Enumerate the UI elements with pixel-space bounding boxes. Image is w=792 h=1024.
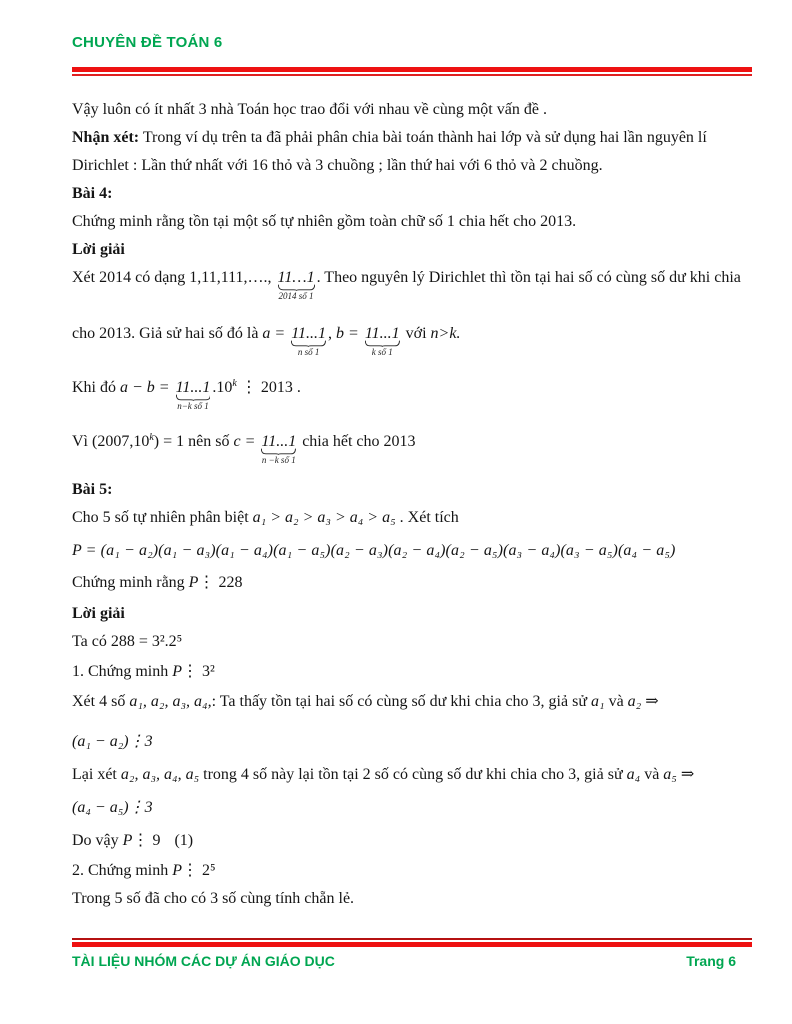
text: chia hết cho 2013	[302, 433, 416, 450]
underbrace-n	[291, 320, 327, 357]
math-expr: P = (a₁ − a₂)(a₁ − a₃)(a₁ − a₄)(a₁ − a₅)(a₂ − a₃)(a₂ − a₄)(a₂ − a₅)(a₃ − a₄)(a₃ − a₅)(a₄ − a₅)	[72, 542, 676, 559]
math-expr: a₂, a₃, a₄, a₅	[120, 766, 200, 783]
text: . Theo nguyên lý Dirichlet thì tồn tại hai số có cùng số dư khi chia	[316, 269, 741, 286]
solution-heading-2	[72, 600, 732, 628]
text: . Xét tích	[399, 509, 459, 526]
math-expr: n>k.	[430, 325, 461, 342]
underbrace-label: 2014 số 1	[278, 291, 314, 301]
heading-text: Lời giải	[72, 605, 125, 622]
underbrace-icon	[278, 284, 315, 291]
text: ,	[328, 325, 333, 342]
implies-arrow: ⇒	[645, 693, 659, 710]
implies-arrow: ⇒	[680, 766, 695, 783]
underbrace-c	[261, 428, 297, 465]
text: Cho 5 số tự nhiên phân biệt	[72, 509, 249, 526]
underbrace-icon	[365, 340, 400, 347]
text: và	[608, 693, 624, 710]
paragraph-formula-1	[72, 264, 741, 301]
text: Chứng minh rằng	[72, 574, 185, 591]
math-expr: ⋮ 2013 .	[240, 379, 301, 396]
footer-row	[72, 953, 736, 969]
text: 1. Chứng minh	[72, 663, 169, 680]
repdigit: 11...1	[291, 325, 327, 342]
text: Ta có	[72, 633, 107, 650]
math-expr: ⋮ 9	[132, 832, 161, 849]
problem-5-statement	[72, 504, 732, 532]
underbrace-label: k số 1	[371, 347, 393, 357]
text: Trong ví dụ trên ta đã phải phân chia bài toán thành hai lớp và sử dụng hai lần nguyên lí	[142, 129, 707, 146]
repdigit: 11...1	[364, 325, 400, 342]
underbrace-2014	[277, 264, 315, 301]
page-header	[0, 0, 792, 76]
paragraph-remark-2	[72, 152, 732, 180]
math-expr: ⋮ 3²	[182, 663, 215, 680]
page-footer	[0, 938, 792, 969]
divisibility-2	[72, 794, 732, 822]
repdigit: 11...1	[175, 379, 211, 396]
problem-4-statement	[72, 208, 732, 236]
math-expr: .10	[212, 379, 233, 396]
text: cho 2013. Giả sử hai số đó là	[72, 325, 259, 342]
heading-text: Lời giải	[72, 241, 125, 258]
header-title: CHUYÊN ĐỀ TOÁN 6	[72, 34, 223, 51]
math-var: P	[122, 832, 133, 849]
text: Dirichlet : Lần thứ nhất với 16 thỏ và 3 chuồng ; lần thứ hai với 6 thỏ và 2 chuồng.	[72, 157, 603, 174]
math-expr: a₁ > a₂ > a₃ > a₄ > a₅	[252, 509, 396, 526]
underbrace-label: n số 1	[297, 347, 320, 357]
problem-5-heading	[72, 476, 732, 504]
math-expr: (a₄ − a₅)⋮3	[72, 799, 153, 816]
math-var: b =	[336, 325, 359, 342]
step-1-argument-2	[72, 761, 732, 789]
underbrace-icon	[261, 448, 296, 455]
text: 2. Chứng minh	[72, 862, 169, 879]
problem-4-heading	[72, 180, 732, 208]
step-1-argument	[72, 688, 732, 716]
footer-rule	[72, 938, 752, 947]
exponent: k	[149, 432, 154, 443]
page-number: Trang 6	[686, 953, 736, 969]
repdigit: 11...1	[261, 433, 297, 450]
paragraph-conclusion	[72, 96, 732, 124]
underbrace-label: n−k số 1	[177, 401, 209, 411]
math-expr: ⋮ 228	[198, 574, 243, 591]
underbrace-nk	[175, 374, 211, 411]
math-expr: a − b =	[120, 379, 170, 396]
math-expr: a₁, a₂, a₃, a₄,	[129, 693, 212, 710]
math-var: c =	[233, 433, 256, 450]
math-expr: (a₁ − a₂)⋮3	[72, 733, 153, 750]
math-var: a₄	[626, 766, 641, 783]
math-var: P	[188, 574, 199, 591]
product-formula	[72, 537, 732, 565]
math-var: a₅	[663, 766, 677, 783]
paragraph-formula-4	[72, 428, 732, 465]
underbrace-label: n −k số 1	[261, 455, 296, 465]
text: nên số	[188, 433, 230, 450]
math-var: a₁	[591, 693, 605, 710]
equation-number: (1)	[174, 832, 194, 849]
math-expr: ⋮ 2⁵	[182, 862, 216, 879]
remark-label: Nhận xét:	[72, 129, 140, 146]
step-2-argument	[72, 885, 732, 913]
heading-text: Bài 4:	[72, 185, 113, 202]
problem-5-claim	[72, 569, 732, 597]
math-var: P	[172, 663, 183, 680]
text: trong 4 số này lại tồn tại 2 số có cùng số dư khi chia cho 3, giả sử	[203, 766, 623, 783]
step-2-heading	[72, 857, 732, 885]
math-var: a =	[262, 325, 286, 342]
exponent: k	[232, 378, 237, 389]
paragraph-factorization	[72, 628, 732, 656]
text: Xét 4 số	[72, 693, 126, 710]
divisibility-1	[72, 728, 732, 756]
document-body	[0, 76, 792, 913]
math-var: a₂	[627, 693, 642, 710]
math-expr: ) = 1	[153, 433, 185, 450]
header-rule	[72, 67, 752, 76]
footer-rule-thick	[72, 942, 752, 947]
underbrace-k	[364, 320, 400, 357]
math-expr: 288 = 3².2⁵	[110, 633, 183, 650]
underbrace-icon	[176, 394, 211, 401]
step-1-heading	[72, 658, 732, 686]
math-expr: (2007,10	[92, 433, 150, 450]
text: Do vậy	[72, 832, 119, 849]
text: Lại xét	[72, 766, 117, 783]
text: Chứng minh rằng tồn tại một số tự nhiên gồm toàn chữ số 1 chia hết cho 2013.	[72, 213, 577, 230]
text: Khi đó	[72, 379, 116, 396]
text: Vậy luôn có ít nhất 3 nhà Toán học trao đổi với nhau về cùng một vấn đề .	[72, 101, 547, 118]
text: : Ta thấy tồn tại hai số có cùng số dư khi chia cho 3, giả sử	[211, 693, 587, 710]
paragraph-remark	[72, 124, 732, 152]
conclusion-step-1	[72, 827, 732, 855]
underbrace-icon	[291, 340, 326, 347]
paragraph-formula-3	[72, 374, 732, 411]
footer-brand: TÀI LIỆU NHÓM CÁC DỰ ÁN GIÁO DỤC	[72, 953, 335, 969]
text: Xét 2014 có dạng 1,11,111,….,	[72, 269, 272, 286]
text: Trong 5 số đã cho có 3 số cùng tính chẵn lẻ.	[72, 890, 355, 907]
text: Vì	[72, 433, 88, 450]
text: và	[644, 766, 660, 783]
math-var: P	[172, 862, 183, 879]
solution-heading-1	[72, 236, 732, 264]
heading-text: Bài 5:	[72, 481, 113, 498]
text: với	[405, 325, 427, 342]
repdigit: 11…1	[277, 269, 315, 286]
paragraph-formula-2	[72, 320, 732, 357]
